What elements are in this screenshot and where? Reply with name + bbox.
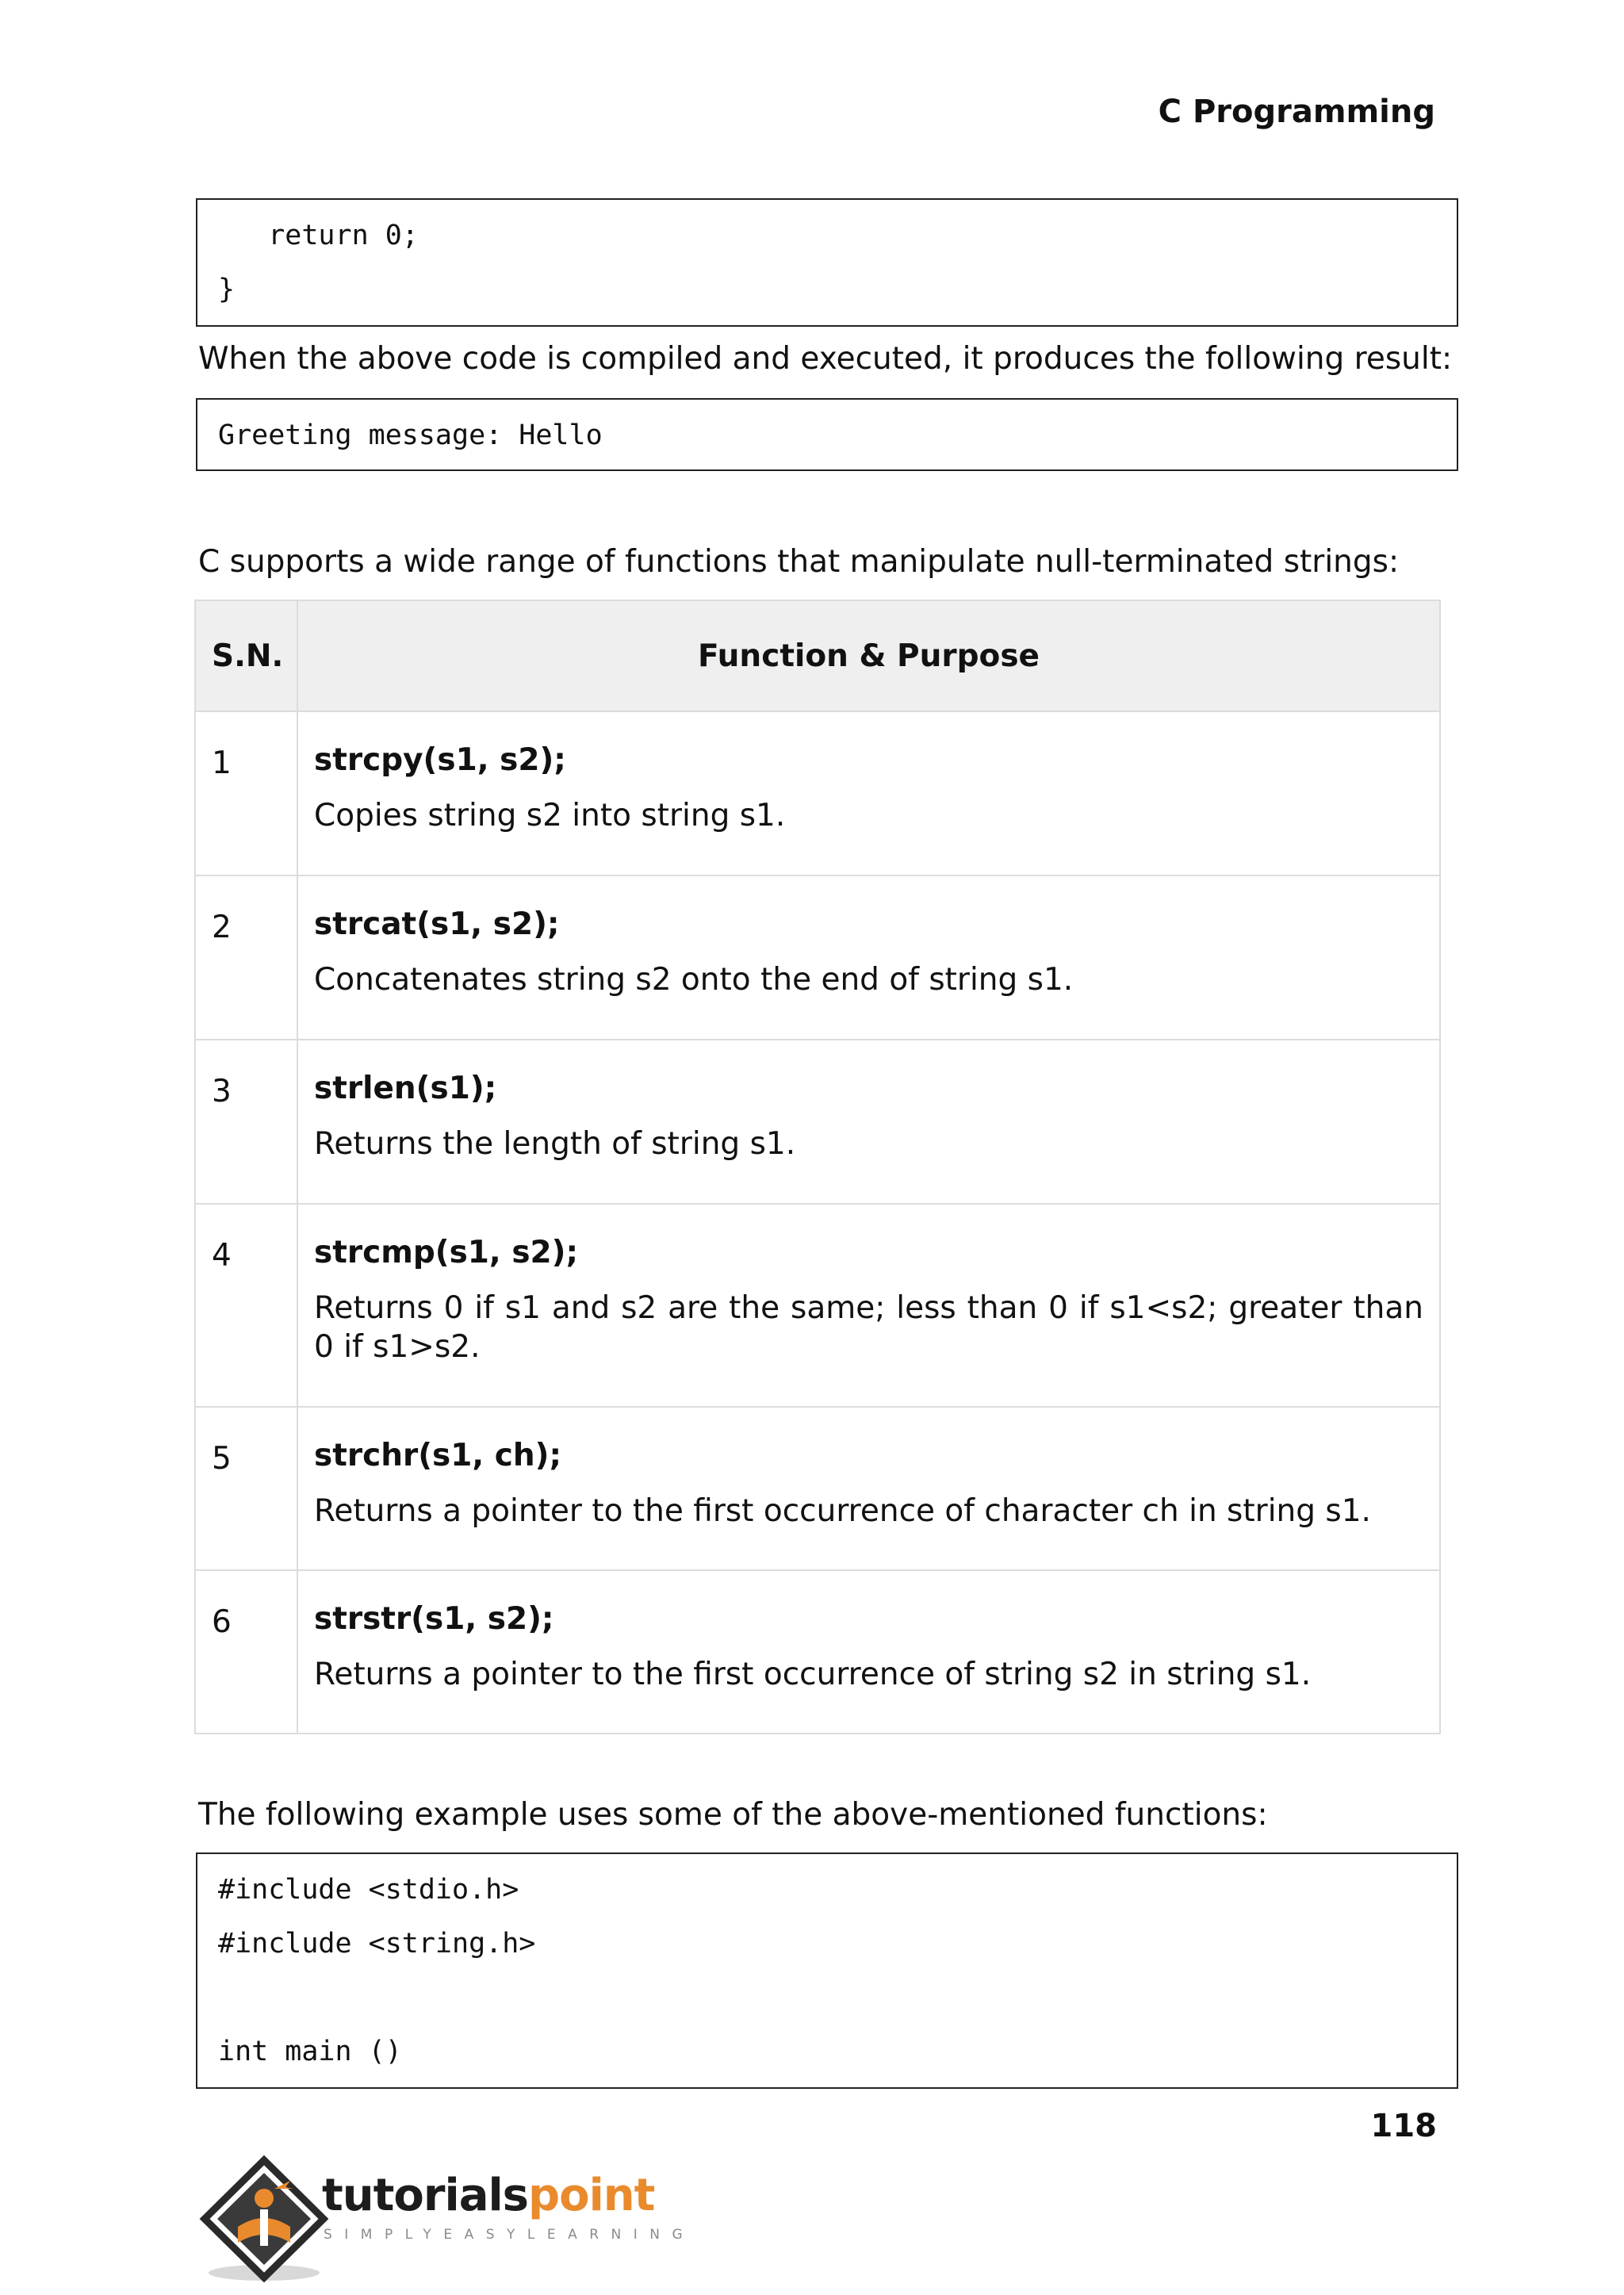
function-name: strcmp(s1, s2); bbox=[314, 1235, 579, 1270]
function-name: strcat(s1, s2); bbox=[314, 906, 560, 942]
row-sn: 5 bbox=[195, 1407, 297, 1570]
logo-tagline: SIMPLYEASYLEARNING bbox=[324, 2227, 695, 2243]
function-purpose: Copies string s2 into string s1. bbox=[314, 798, 786, 833]
logo-text-tutorials: tutorials bbox=[322, 2170, 529, 2221]
logo-text-point: point bbox=[528, 2170, 655, 2221]
table-row bbox=[195, 1040, 1440, 1204]
function-purpose: Returns the length of string s1. bbox=[314, 1126, 796, 1162]
table-row bbox=[195, 1407, 1440, 1570]
logo-wordmark bbox=[322, 2170, 654, 2221]
code-line: #include <string.h> bbox=[218, 1928, 536, 1960]
output-block bbox=[196, 398, 1458, 471]
table-row bbox=[195, 711, 1440, 875]
function-name: strcpy(s1, s2); bbox=[314, 742, 566, 778]
row-function-purpose bbox=[297, 1204, 1440, 1407]
logo-emblem-icon bbox=[197, 2154, 331, 2289]
tutorialspoint-logo bbox=[197, 2154, 695, 2289]
page-number: 118 bbox=[1370, 2108, 1437, 2144]
function-purpose: Returns a pointer to the first occurrence of string s2 in string s1. bbox=[314, 1657, 1312, 1692]
row-function-purpose bbox=[297, 1570, 1440, 1734]
function-name: strlen(s1); bbox=[314, 1071, 497, 1106]
paragraph-result-intro: When the above code is compiled and executed, it produces the following result: bbox=[198, 341, 1453, 377]
table-row bbox=[195, 1570, 1440, 1734]
function-purpose: Returns a pointer to the first occurrence of character ch in string s1. bbox=[314, 1493, 1371, 1529]
function-name: strchr(s1, ch); bbox=[314, 1438, 562, 1473]
code-line: int main () bbox=[218, 2036, 402, 2067]
code-line: return 0; bbox=[218, 220, 419, 251]
row-sn: 2 bbox=[195, 875, 297, 1040]
function-purpose: Returns 0 if s1 and s2 are the same; less than 0 if s1<s2; greater than 0 if s1>s2. bbox=[314, 1290, 1423, 1365]
table-header-function-purpose: Function & Purpose bbox=[297, 600, 1440, 711]
table-row bbox=[195, 1204, 1440, 1407]
table-row bbox=[195, 875, 1440, 1040]
page-header-title: C Programming bbox=[1158, 94, 1435, 130]
row-function-purpose bbox=[297, 711, 1440, 875]
string-functions-table bbox=[194, 600, 1441, 1734]
code-block-example bbox=[196, 1852, 1458, 2089]
table-header-sn: S.N. bbox=[195, 600, 297, 711]
table-header-row bbox=[195, 600, 1440, 711]
row-function-purpose bbox=[297, 1040, 1440, 1204]
row-function-purpose bbox=[297, 1407, 1440, 1570]
code-line: #include <stdio.h> bbox=[218, 1874, 519, 1906]
paragraph-functions-intro: C supports a wide range of functions that manipulate null-terminated strings: bbox=[198, 544, 1400, 580]
row-sn: 4 bbox=[195, 1204, 297, 1407]
output-line: Greeting message: Hello bbox=[218, 420, 603, 451]
paragraph-example-intro: The following example uses some of the above-mentioned functions: bbox=[198, 1797, 1268, 1833]
row-function-purpose bbox=[297, 875, 1440, 1040]
code-line: } bbox=[218, 274, 236, 305]
row-sn: 6 bbox=[195, 1570, 297, 1734]
function-name: strstr(s1, s2); bbox=[314, 1601, 554, 1637]
function-purpose: Concatenates string s2 onto the end of string s1. bbox=[314, 962, 1074, 998]
row-sn: 1 bbox=[195, 711, 297, 875]
code-block-top bbox=[196, 198, 1458, 327]
row-sn: 3 bbox=[195, 1040, 297, 1204]
